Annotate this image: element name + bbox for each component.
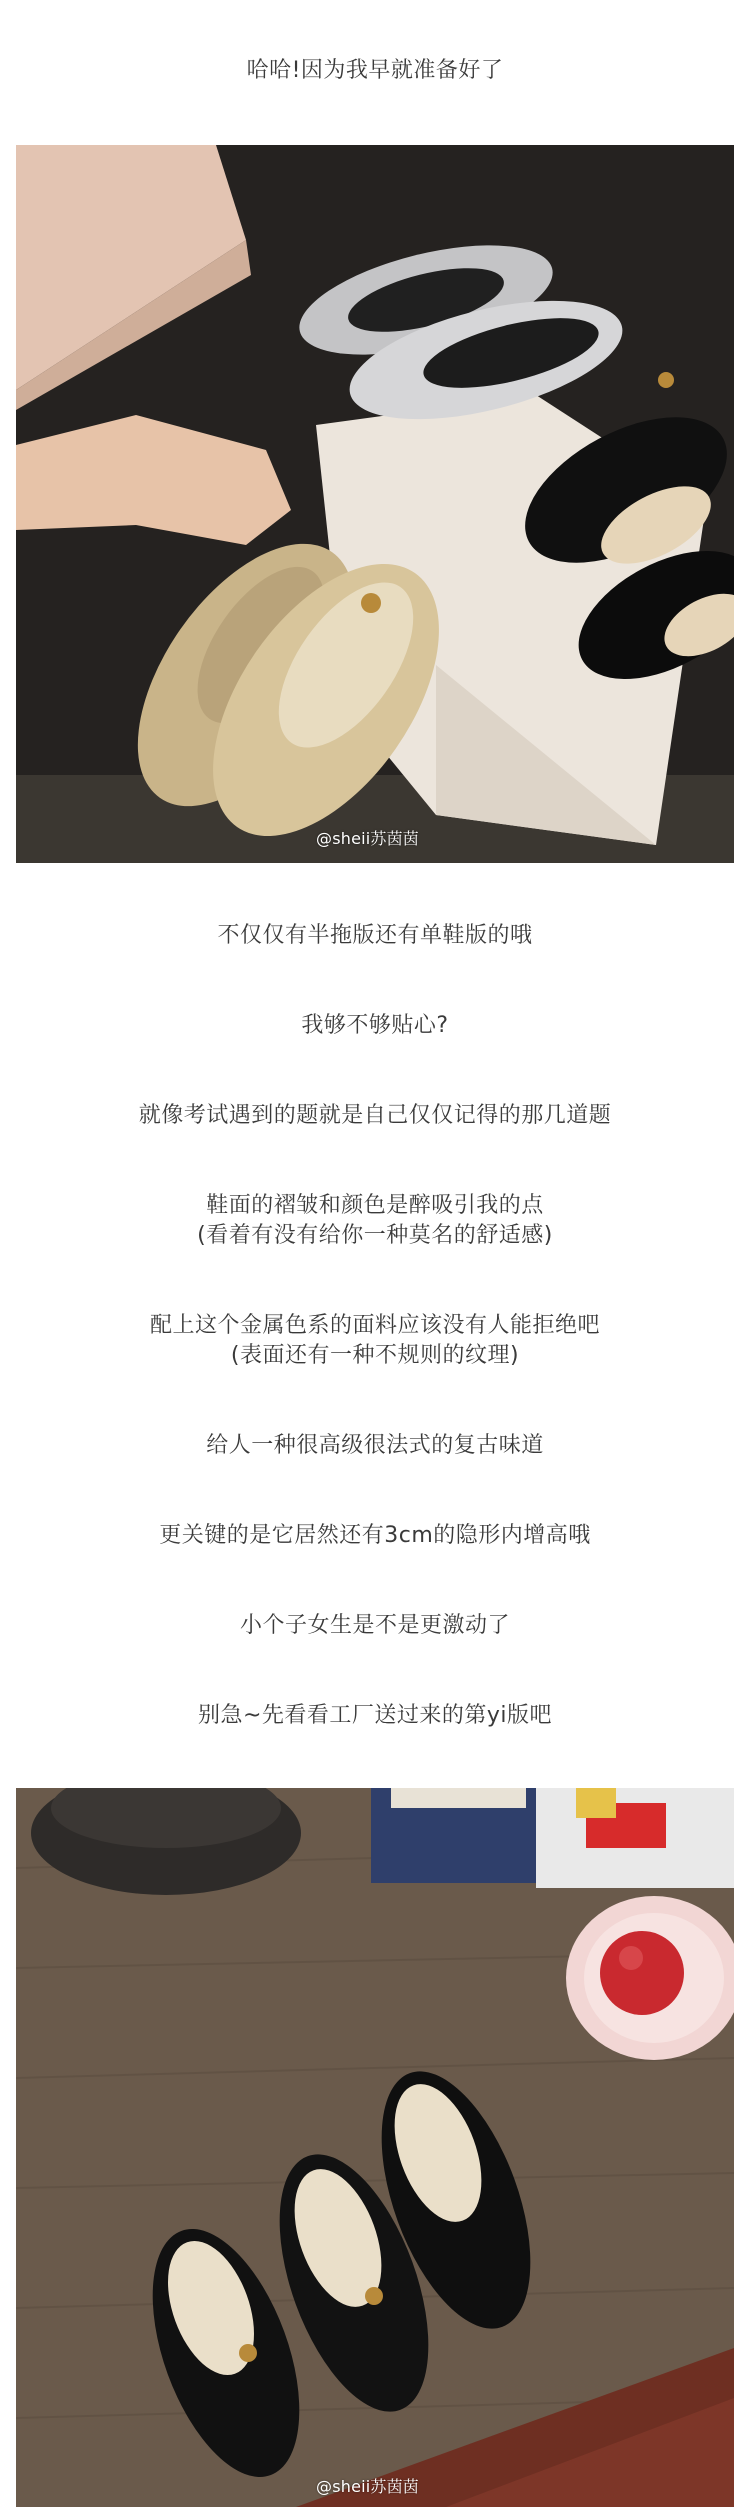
paragraph-5-line-1: 配上这个金属色系的面料应该没有人能拒绝吧 [149, 1313, 600, 1338]
paragraph-2 [0, 1011, 750, 1041]
paragraph-9-line: 别急~先看看工厂送过来的第yi版吧 [197, 1703, 553, 1728]
paragraph-7 [0, 1521, 750, 1551]
paragraph-4-line-1: 鞋面的褶皱和颜色是醉吸引我的点 [206, 1193, 544, 1218]
shoe-photo-2 [16, 1788, 734, 2507]
paragraph-6 [0, 1431, 750, 1461]
shoe-photo-1 [16, 145, 734, 863]
paragraph-5-line-2: (表面还有一种不规则的纹理) [230, 1343, 520, 1368]
paragraph-7-line: 更关键的是它居然还有3cm的隐形内增高哦 [159, 1523, 591, 1548]
shoe-photo-2-image [16, 1788, 734, 2507]
paragraph-3 [0, 1101, 750, 1131]
paragraph-5 [0, 1311, 750, 1371]
paragraph-1 [0, 921, 750, 951]
paragraph-2-line: 我够不够贴心? [301, 1013, 449, 1038]
paragraph-3-line: 就像考试遇到的题就是自己仅仅记得的那几道题 [138, 1103, 612, 1128]
paragraph-8 [0, 1611, 750, 1641]
paragraph-1-line: 不仅仅有半拖版还有单鞋版的哦 [217, 923, 533, 948]
paragraph-8-line: 小个子女生是不是更激动了 [239, 1613, 510, 1638]
paragraph-9 [0, 1701, 750, 1731]
shoe-photo-1-image [16, 145, 734, 863]
photo-1-watermark: @sheii苏茵茵 [316, 829, 420, 848]
intro-text: 哈哈!因为我早就准备好了 [246, 58, 504, 83]
paragraph-4 [0, 1191, 750, 1251]
photo-2-watermark: @sheii苏茵茵 [316, 2477, 420, 2496]
paragraph-4-line-2: (看着有没有给你一种莫名的舒适感) [197, 1223, 553, 1248]
paragraph-6-line: 给人一种很高级很法式的复古味道 [206, 1433, 544, 1458]
